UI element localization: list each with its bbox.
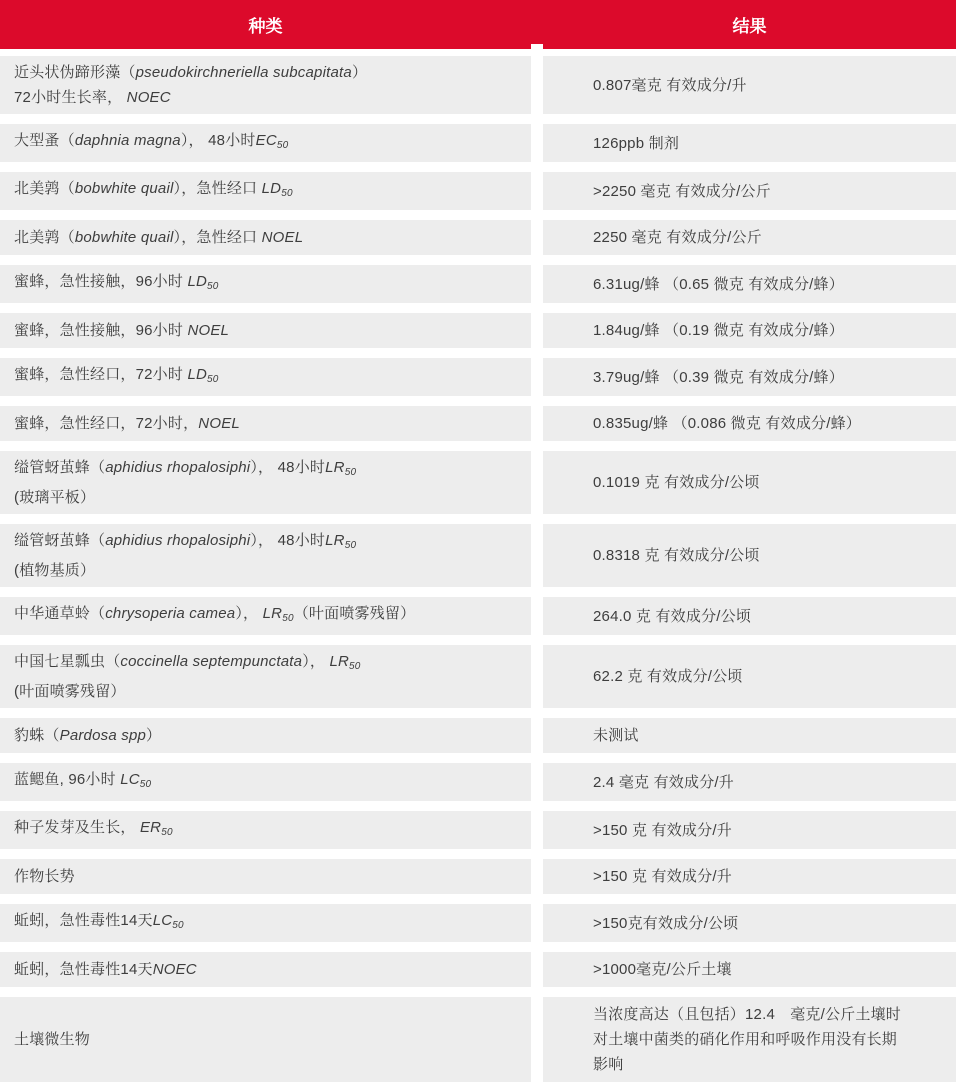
species-line (14, 411, 515, 436)
species-text-segment: ）， 48小时 (180, 132, 256, 149)
species-text-segment: 中国七星瓢虫（ (14, 653, 121, 670)
species-cell (0, 451, 531, 514)
species-text-segment: 50 (207, 374, 219, 385)
table-row (0, 124, 956, 162)
result-cell (543, 645, 956, 708)
species-line (14, 679, 515, 704)
species-text-segment: 北美鹑（ (14, 180, 75, 197)
species-cell (0, 952, 531, 987)
table-row (0, 811, 956, 849)
species-text-segment: 种子发芽及生长， (14, 819, 140, 836)
species-text-segment: 50 (344, 540, 357, 551)
species-line (14, 1027, 515, 1052)
species-line (14, 767, 515, 797)
species-text-segment: 50 (139, 779, 152, 790)
result-text: 0.1019 克 有效成分/公顷 (593, 474, 760, 491)
result-text: 6.31ug/蜂 （0.65 微克 有效成分/蜂） (593, 275, 844, 293)
species-line (14, 128, 515, 158)
species-text-segment: aphidius rhopalosiphi (105, 532, 251, 549)
result-cell (543, 811, 956, 849)
species-line (14, 269, 515, 299)
species-text-segment: 蚯蚓，急性毒性14天 (14, 912, 153, 929)
species-text-segment: LD (261, 180, 282, 197)
table-row (0, 763, 956, 801)
header-result-label: 结果 (732, 17, 767, 36)
result-text: 126ppb 制剂 (593, 134, 680, 152)
table-row (0, 265, 956, 303)
species-cell (0, 597, 531, 635)
result-cell (543, 56, 956, 114)
species-text-segment: NOEC (152, 961, 197, 978)
species-line (14, 85, 515, 110)
result-text: >150克有效成分/公顷 (593, 914, 739, 932)
species-cell (0, 172, 531, 210)
species-text-segment: 50 (349, 661, 361, 672)
result-cell (543, 524, 956, 587)
column-gap-notch (531, 44, 543, 49)
table-row (0, 904, 956, 942)
table-row (0, 406, 956, 441)
species-text-segment: 大型蚤（ (14, 132, 75, 149)
result-text: 当浓度高达（且包括）12.4 毫克/公斤土壤时对土壤中菌类的硝化作用和呼吸作用没有长期影响 (593, 1006, 901, 1073)
species-text-segment: 蜜蜂，急性接触，96小时 (14, 322, 188, 339)
species-text-segment: daphnia magna (74, 132, 181, 149)
table-row (0, 524, 956, 587)
result-text: 0.807毫克 有效成分/升 (593, 76, 747, 94)
result-cell (543, 952, 956, 987)
species-text-segment: chrysoperia camea (105, 605, 236, 622)
species-text-segment: 50 (207, 281, 219, 292)
species-text-segment: ）， 48小时 (250, 532, 326, 549)
header-result-cell (543, 0, 956, 49)
result-text: 62.2 克 有效成分/公顷 (593, 668, 743, 685)
header-column-gap (531, 0, 543, 49)
species-text-segment: ），急性经口 (173, 180, 262, 197)
result-text: >2250 毫克 有效成分/公斤 (593, 182, 771, 200)
table-row (0, 358, 956, 396)
species-text-segment: 蜜蜂，急性经口，72小时， (14, 415, 199, 432)
table-header (0, 0, 956, 49)
table-row (0, 597, 956, 635)
table-row (0, 313, 956, 348)
species-line (14, 60, 515, 85)
result-cell (543, 597, 956, 635)
species-text-segment: ），急性经口 (173, 229, 262, 246)
result-cell (543, 265, 956, 303)
species-text-segment: LC (120, 771, 140, 788)
species-line (14, 908, 515, 938)
species-text-segment: 50 (282, 613, 294, 624)
species-text-segment: 50 (281, 188, 293, 199)
species-text-segment: 土壤微生物 (14, 1031, 91, 1048)
species-text-segment: (植物基质） (14, 562, 96, 579)
species-cell (0, 718, 531, 753)
species-text-segment: 缢管蚜茧蜂（ (14, 532, 106, 549)
species-text-segment: NOEL (187, 322, 230, 339)
species-text-segment: 蚯蚓，急性毒性14天 (14, 961, 153, 978)
species-text-segment: LC (152, 912, 173, 929)
result-cell (543, 358, 956, 396)
result-text: >150 克 有效成分/升 (593, 821, 732, 839)
result-cell (543, 313, 956, 348)
species-text-segment: ） (146, 727, 162, 744)
species-line (14, 864, 515, 889)
species-line (14, 649, 515, 679)
species-text-segment: EC (255, 132, 277, 149)
species-text-segment: ）， (235, 605, 263, 622)
result-cell (543, 451, 956, 514)
table-row (0, 997, 956, 1082)
result-cell (543, 124, 956, 162)
species-text-segment: 北美鹑（ (14, 229, 75, 246)
species-cell (0, 265, 531, 303)
species-cell (0, 763, 531, 801)
species-text-segment: (叶面喷雾残留） (14, 683, 126, 700)
species-line (14, 362, 515, 392)
species-line (14, 176, 515, 206)
species-line (14, 455, 515, 485)
species-text-segment: pseudokirchneriella subcapitata (135, 64, 352, 81)
result-cell (543, 718, 956, 753)
species-text-segment: NOEL (261, 229, 304, 246)
header-species-label: 种类 (248, 17, 283, 36)
species-cell (0, 220, 531, 255)
species-text-segment: ） (351, 64, 368, 81)
table-row (0, 451, 956, 514)
result-text: 0.8318 克 有效成分/公顷 (593, 547, 760, 564)
result-text: 3.79ug/蜂 （0.39 微克 有效成分/蜂） (593, 368, 844, 386)
result-text: 264.0 克 有效成分/公顷 (593, 607, 752, 625)
species-text-segment: coccinella septempunctata (120, 653, 303, 670)
species-text-segment: 50 (161, 827, 173, 838)
species-line (14, 815, 515, 845)
result-text: 未测试 (593, 727, 639, 744)
table-row (0, 56, 956, 114)
species-cell (0, 645, 531, 708)
species-text-segment: LR (325, 459, 345, 476)
result-text: 1.84ug/蜂 （0.19 微克 有效成分/蜂） (593, 322, 844, 339)
species-cell (0, 811, 531, 849)
species-cell (0, 124, 531, 162)
species-cell (0, 859, 531, 894)
result-cell (543, 859, 956, 894)
result-cell (543, 904, 956, 942)
species-text-segment: LR (329, 653, 350, 670)
species-text-segment: 中华通草蛉（ (14, 605, 106, 622)
species-text-segment: 50 (344, 467, 357, 478)
species-line (14, 485, 515, 510)
species-text-segment: bobwhite quail (74, 229, 174, 246)
species-text-segment: Pardosa spp (59, 727, 147, 744)
species-text-segment: LD (187, 366, 208, 383)
species-text-segment: LD (187, 273, 208, 290)
species-cell (0, 56, 531, 114)
result-cell (543, 220, 956, 255)
species-text-segment: ER (139, 819, 162, 836)
species-text-segment: NOEC (126, 89, 171, 106)
result-text: 0.835ug/蜂 （0.086 微克 有效成分/蜂） (593, 415, 861, 432)
table-row (0, 952, 956, 987)
species-text-segment: ）， (302, 653, 330, 670)
species-text-segment: 蓝鳃鱼, 96小时 (14, 771, 121, 788)
species-line (14, 528, 515, 558)
header-species-cell (0, 0, 531, 49)
species-line (14, 558, 515, 583)
result-text: >1000毫克/公斤土壤 (593, 961, 732, 978)
species-text-segment: (玻璃平板） (14, 489, 96, 506)
species-cell (0, 904, 531, 942)
result-cell (543, 997, 956, 1082)
species-text-segment: LR (262, 605, 283, 622)
table-row (0, 220, 956, 255)
species-cell (0, 997, 531, 1082)
table-row (0, 645, 956, 708)
species-text-segment: ）， 48小时 (250, 459, 326, 476)
species-line (14, 723, 515, 748)
species-text-segment: 近头状伪蹄形藻（ (14, 64, 136, 81)
result-cell (543, 763, 956, 801)
species-text-segment: 50 (172, 920, 184, 931)
species-text-segment: aphidius rhopalosiphi (105, 459, 251, 476)
table-row (0, 859, 956, 894)
species-text-segment: 豹蛛（ (14, 727, 60, 744)
species-line (14, 225, 515, 250)
species-text-segment: （叶面喷雾残留） (293, 605, 416, 622)
result-text: >150 克 有效成分/升 (593, 868, 732, 885)
result-text: 2250 毫克 有效成分/公斤 (593, 229, 762, 246)
result-text: 2.4 毫克 有效成分/升 (593, 773, 734, 791)
table-body (0, 56, 956, 1082)
table-row (0, 718, 956, 753)
species-line (14, 318, 515, 343)
species-text-segment: 缢管蚜茧蜂（ (14, 459, 106, 476)
species-text-segment: bobwhite quail (74, 180, 174, 197)
species-text-segment: 作物长势 (14, 868, 75, 885)
table-row (0, 172, 956, 210)
result-cell (543, 406, 956, 441)
species-text-segment: LR (325, 532, 345, 549)
species-text-segment: NOEL (198, 415, 240, 432)
species-line (14, 957, 515, 982)
species-line (14, 601, 515, 631)
species-cell (0, 524, 531, 587)
species-text-segment: 蜜蜂，急性接触，96小时 (14, 273, 188, 290)
species-cell (0, 313, 531, 348)
species-text-segment: 72小时生长率， (14, 89, 127, 106)
species-cell (0, 406, 531, 441)
species-cell (0, 358, 531, 396)
result-cell (543, 172, 956, 210)
species-text-segment: 50 (276, 140, 289, 151)
species-text-segment: 蜜蜂，急性经口，72小时 (14, 366, 188, 383)
